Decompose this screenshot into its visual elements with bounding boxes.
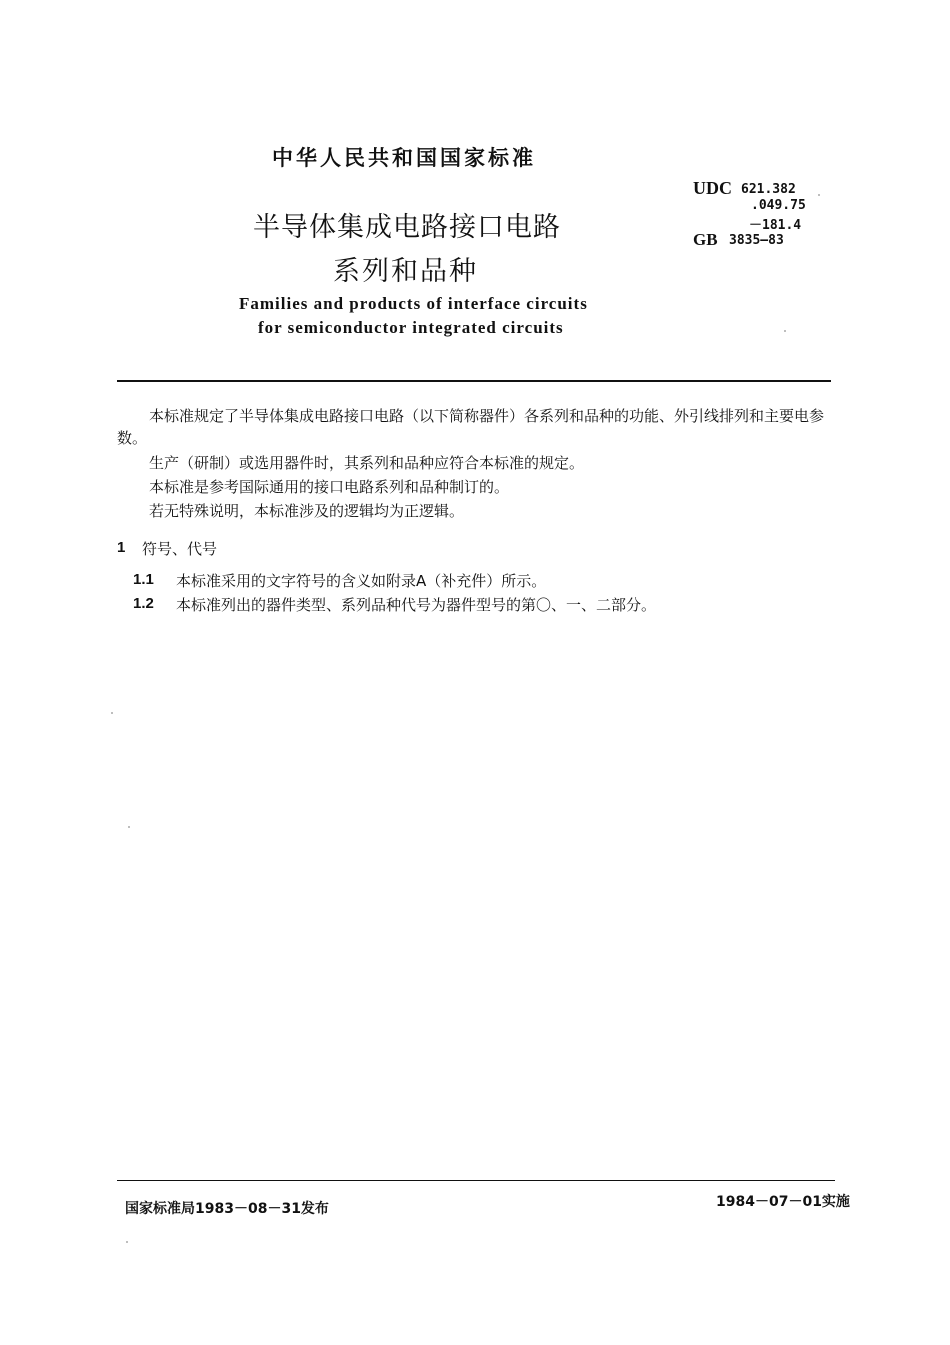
section-1-title: 符号、代号 <box>142 540 218 558</box>
effective-date: 1984－07－01实施 <box>716 1194 850 1210</box>
footer-divider <box>117 1180 835 1181</box>
udc-code-line-2: .049.75 <box>751 198 806 213</box>
header-divider <box>117 380 831 382</box>
udc-code-line-1: 621.382 <box>741 182 796 197</box>
udc-label: UDC <box>693 178 732 198</box>
clause-1-2-number: 1.2 <box>133 595 154 612</box>
clause-1-1-number: 1.1 <box>133 571 154 588</box>
gb-standard-number: 3835—83 <box>729 233 784 248</box>
intro-paragraph-3: 本标准是参考国际通用的接口电路系列和品种制订的。 <box>149 478 510 496</box>
gb-label: GB <box>693 230 718 249</box>
intro-paragraph-2: 生产（研制）或选用器件时，其系列和品种应符合本标准的规定。 <box>149 454 585 472</box>
chinese-title-line-1: 半导体集成电路接口电路 <box>253 212 561 243</box>
section-1-number: 1 <box>117 539 126 556</box>
clause-1-2-text: 本标准列出的器件类型、系列品种代号为器件型号的第〇、一、二部分。 <box>176 596 657 614</box>
scan-speck <box>818 194 820 196</box>
scan-speck <box>784 330 786 332</box>
english-title-line-2: for semiconductor integrated circuits <box>258 318 564 337</box>
issue-date: 国家标准局1983－08－31发布 <box>125 1201 329 1217</box>
intro-paragraph-4: 若无特殊说明，本标准涉及的逻辑均为正逻辑。 <box>149 502 465 520</box>
clause-1-1-text: 本标准采用的文字符号的含义如附录A（补充件）所示。 <box>176 572 547 590</box>
national-standard-heading: 中华人民共和国国家标准 <box>272 146 536 170</box>
udc-code-line-3: －181.4 <box>749 218 802 233</box>
scan-speck <box>128 826 130 828</box>
scan-speck <box>126 1241 128 1243</box>
intro-paragraph-1: 本标准规定了半导体集成电路接口电路（以下简称器件）各系列和品种的功能、外引线排列和主要电参数。 <box>117 407 825 447</box>
english-title-line-1: Families and products of interface circuits <box>239 294 588 313</box>
chinese-title-line-2: 系列和品种 <box>333 256 478 287</box>
scan-speck <box>111 712 113 714</box>
